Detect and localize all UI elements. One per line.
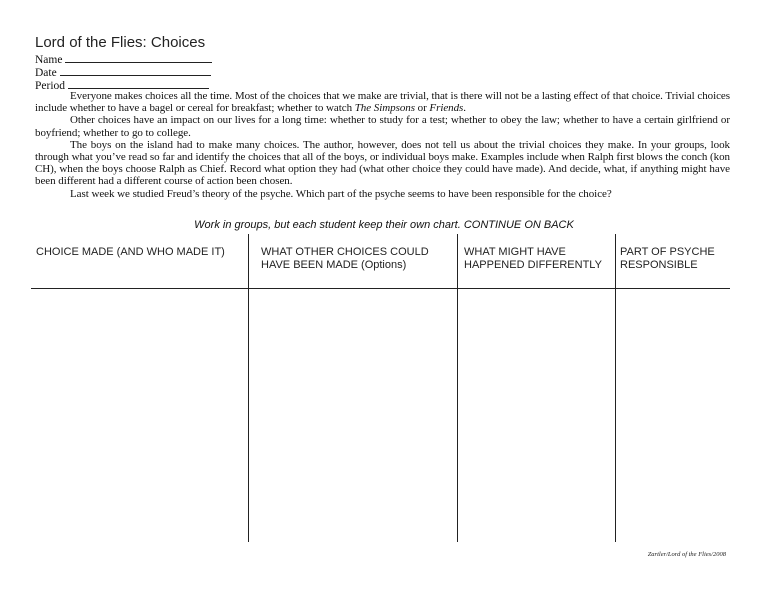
show-title: Friends xyxy=(429,102,464,115)
period-label: Period xyxy=(35,80,66,92)
paragraph-text: . xyxy=(463,102,466,115)
column-divider xyxy=(457,234,458,542)
paragraph-boys-choices: The boys on the island had to make many choices. The author, however, does not tell us about the trivial choices they make. In your groups, look through what you’ve read so far and identify the choices that all of the boys, or individual boys make. Examples include when Ralph first blows the conch (kon CH), when the boys choose Ralph as Chief. Record what option they had (what other choice they could have made). And decide, what, if anything might have been different had a different course of action been chosen. xyxy=(35,138,730,188)
header-other-choices: WHAT OTHER CHOICES COULD HAVE BEEN MADE (Options) xyxy=(261,246,429,271)
paragraph-impact-choices: Other choices have an impact on our lives for a long time: whether to study for a test; whether to obey the law; whether to have a certain girlfriend or boyfriend; whether to go to college. xyxy=(35,114,730,139)
name-label: Name xyxy=(35,54,63,66)
header-what-might-have-happened: WHAT MIGHT HAVE HAPPENED DIFFERENTLY xyxy=(464,246,602,271)
instructions-body xyxy=(35,90,730,200)
column-divider xyxy=(248,234,249,542)
header-choice-made: CHOICE MADE (AND WHO MADE IT) xyxy=(36,246,225,258)
header-part-of-psyche: PART OF PSYCHE RESPONSIBLE xyxy=(620,246,715,271)
paragraph-text: Everyone makes choices all the time. Most of the choices that we make are trivial, that is there will not be a lasting effect of that choice. Trivial choices include whether to have a bagel or cereal for breakfast; whether to watch xyxy=(35,90,730,115)
paragraph-text: or xyxy=(414,102,430,115)
worksheet-title: Lord of the Flies: Choices xyxy=(35,34,206,51)
paragraph-freud: Last week we studied Freud’s theory of the psyche. Which part of the psyche seems to have been responsible for the choice? xyxy=(70,187,612,200)
group-instructions: Work in groups, but each student keep their own chart. CONTINUE ON BACK xyxy=(194,219,574,231)
period-blank[interactable] xyxy=(68,78,209,89)
paragraph-trivial-choices xyxy=(35,90,730,114)
footer-credit: Zartler/Lord of the Flies/2008 xyxy=(647,551,726,558)
table-header-divider xyxy=(31,288,730,289)
date-blank[interactable] xyxy=(60,65,211,76)
column-divider xyxy=(615,234,616,542)
name-blank[interactable] xyxy=(65,52,212,63)
show-title: The Simpsons xyxy=(354,102,415,115)
date-label: Date xyxy=(35,67,57,79)
